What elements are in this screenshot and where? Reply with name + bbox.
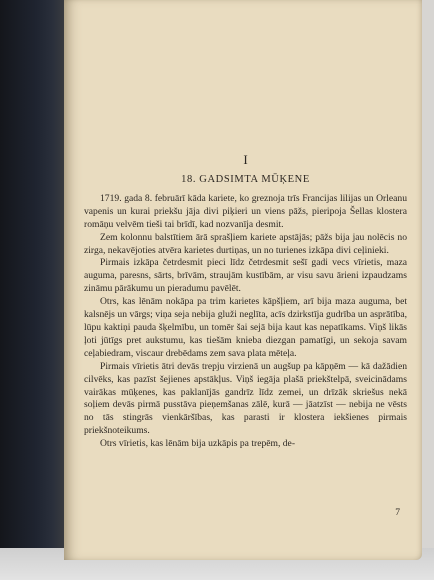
paragraph: Otrs vīrietis, kas lēnām bija uzkāpis pa trepēm, de- [100, 438, 296, 450]
paragraph: Otrs, kas lēnām nokāpa pa trim karietes kāpšļiem, arī bija maza auguma, bet kalsnējs un vārgs; viņa seja nebija gluži neglīta, acīs dzirkstīja gudrība un asprātība, lūpu kaktiņi pauda šķelmību, un tomēr šai sejā bija kaut kas nepatīkams. Viņš likās ļoti jūtīgs pret aukstumu, kas tiešām knieba diezgan pamatīgi, un sekoja savam ceļabiedram, viscaur drebēdams zem sava plata mēteļa. [84, 296, 407, 359]
page-number: 7 [395, 507, 400, 518]
paragraph: 1719. gada 8. februārī kāda kariete, ko greznoja trīs Francijas lilijas un Orleanu vapenis un kurai priekšu jāja divi piķieri un viens pāžs, pieripoja Šellas klostera romāņu velvēm tieši tai brīdī, kad nozvanīja desmit. [84, 192, 407, 230]
paragraph: Pirmais vīrietis ātri devās trepju virzienā un augšup pa kāpņēm — kā dažādien cilvēks, kas pazīst šejienes apstākļus. Viņš iegāja plašā priekštelpā, sveicinādams vairākas mūķenes, kas paklanījās gandrīz līdz zemei, un drīzāk skriešus nekā soļiem devās pirmā pusstāva pieņemšanas zālē, kurā — jāatzīst — nebija ne vēsts no tās stingrās vienkāršības, kas parasti ir klostera iekšienes pirmais priekšnoteikums. [84, 360, 407, 437]
chapter-number: I [243, 152, 248, 167]
book-cover-spine [0, 0, 66, 580]
paragraph: Zem kolonnu balstītiem ārā sprašļiem kariete apstājās; pāžs bija jau nolēcis no zirga, nekavējoties atvēra karietes durtiņas, un no turienes izkāpa divi ceļinieki. [84, 231, 407, 256]
paragraph: Pirmais izkāpa četrdesmit pieci līdz četrdesmit sešī gadi vecs vīrietis, maza auguma, paresns, sārts, brīvām, straujām kustībām, ar visu savu ārieni izpaudzams zināmu pārākumu un pieradumu pavēlēt. [84, 257, 407, 295]
book-page [64, 0, 422, 560]
chapter-title: 18. GADSIMTA MŪĶENE [181, 174, 310, 185]
page-text-block [84, 152, 407, 451]
